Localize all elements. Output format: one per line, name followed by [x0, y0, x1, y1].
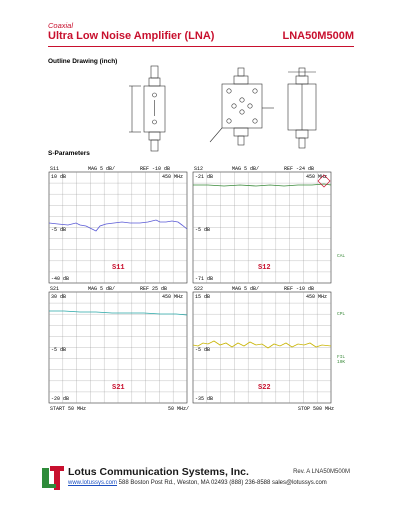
- sparams-heading: S-Parameters: [48, 150, 90, 157]
- s12-bot: -71 dB: [195, 276, 214, 282]
- s22-10k: 10K: [337, 360, 346, 365]
- revision-label: Rev. A LNA50M500M: [293, 469, 350, 475]
- s12-top: -21 dB: [195, 174, 214, 180]
- s22-fil: FIL: [337, 355, 346, 360]
- s22-marker: 450 MHz: [306, 294, 328, 300]
- s11-param: S11: [50, 166, 60, 172]
- s22-param: S22: [194, 286, 204, 292]
- outline-heading: Outline Drawing (inch): [48, 58, 118, 65]
- freq-per-div: 50 MHz/: [168, 406, 190, 412]
- s21-marker: 450 MHz: [162, 294, 184, 300]
- s12-param: S12: [194, 166, 204, 172]
- s21-mid: -5 dB: [51, 347, 67, 353]
- freq-start: START 50 MHz: [50, 406, 87, 412]
- top-view-center: [210, 68, 274, 145]
- s11-ref: REF -10 dB: [140, 166, 171, 172]
- website-link[interactable]: www.lotussys.com: [68, 480, 118, 486]
- s11-mid: -5 dB: [51, 227, 67, 233]
- outline-drawing: [48, 64, 354, 154]
- s21-param: S21: [50, 286, 60, 292]
- s21-scale: MAG 5 dB/: [88, 286, 116, 292]
- address-text: 588 Boston Post Rd., Weston, MA 02493 (888) 236-8588 sales@lotussys.com: [117, 480, 327, 486]
- s22-top: 15 dB: [195, 294, 211, 300]
- company-name: Lotus Communication Systems, Inc.: [68, 466, 249, 478]
- s12-ref: REF -24 dB: [284, 166, 315, 172]
- s22-cpl: CPL: [337, 312, 346, 317]
- s12-label: S12: [258, 264, 271, 272]
- s22-label: S22: [258, 384, 271, 392]
- side-view-left: [129, 66, 165, 151]
- s22-mid: -5 dB: [195, 347, 211, 353]
- freq-stop: STOP 500 MHz: [298, 406, 335, 412]
- s11-scale: MAG 5 dB/: [88, 166, 116, 172]
- s11-top: 10 dB: [51, 174, 67, 180]
- footer-address: [68, 480, 327, 486]
- s22-ref: REF -10 dB: [284, 286, 315, 292]
- s21-bot: -20 dB: [51, 396, 70, 402]
- s22-bot: -35 dB: [195, 396, 214, 402]
- s-parameter-plots: [48, 163, 354, 413]
- header-rule: [48, 46, 354, 47]
- s22-scale: MAG 5 dB/: [232, 286, 260, 292]
- s11-marker: 450 MHz: [162, 174, 184, 180]
- s11-bot: -40 dB: [51, 276, 70, 282]
- part-number: LNA50M500M: [282, 30, 354, 42]
- s12-marker: 450 MHz: [306, 174, 328, 180]
- page-title: Ultra Low Noise Amplifier (LNA): [48, 30, 215, 42]
- s11-label: S11: [112, 264, 125, 272]
- s12-scale: MAG 5 dB/: [232, 166, 260, 172]
- s21-label: S21: [112, 384, 125, 392]
- s21-top: 30 dB: [51, 294, 67, 300]
- s12-cal: CAL: [337, 254, 346, 259]
- category-label: Coaxial: [48, 21, 74, 30]
- s12-mid: -5 dB: [195, 227, 211, 233]
- s21-ref: REF 25 dB: [140, 286, 168, 292]
- side-view-right: [288, 68, 316, 148]
- lotus-logo-icon: [42, 466, 64, 490]
